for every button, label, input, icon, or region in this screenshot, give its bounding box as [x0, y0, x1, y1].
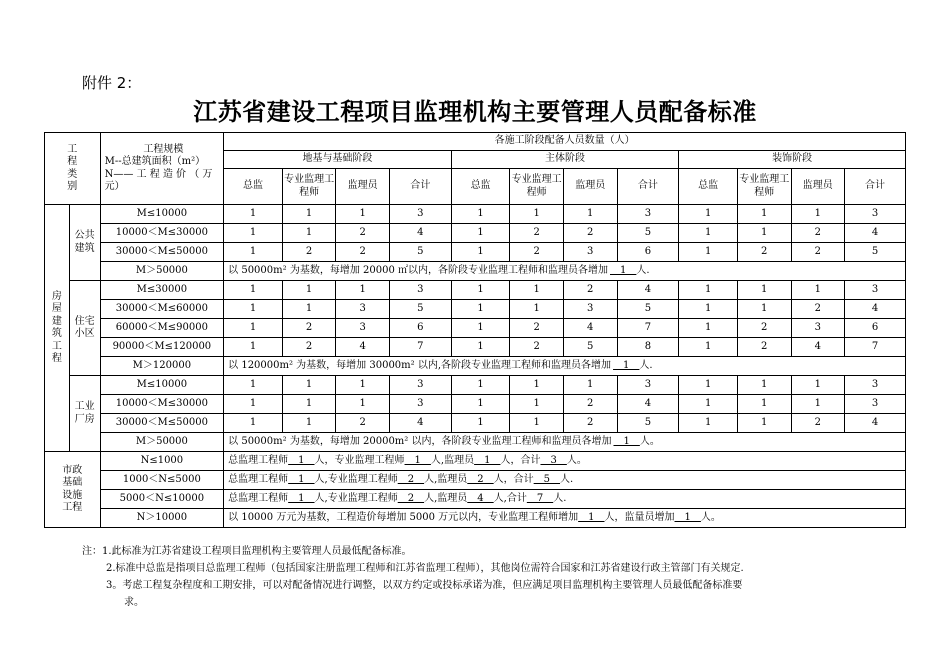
value-cell: 1 [737, 395, 791, 414]
rule-unit: 人。 [700, 511, 721, 523]
value-cell: 4 [617, 395, 679, 414]
role-header: 合计 [845, 169, 906, 205]
value-cell: 1 [336, 376, 390, 395]
vertical-char: 设施 [62, 489, 83, 501]
municipal-staffing [224, 452, 906, 471]
phase-header-decoration: 装饰阶段 [679, 151, 906, 169]
rule-text: 人，监量员增加 [604, 511, 675, 523]
role-header: 监理员 [791, 169, 845, 205]
value-cell: 3 [389, 376, 451, 395]
role-header: 总监 [224, 169, 283, 205]
table-row [45, 205, 906, 224]
value-cell: 1 [224, 243, 283, 262]
value-cell: 4 [389, 414, 451, 433]
section-name-line: 建筑 [74, 242, 95, 254]
staff-text: 人,监理员 [424, 473, 468, 485]
scale-cell: N＞10000 [100, 509, 224, 528]
value-cell: 2 [737, 319, 791, 338]
value-cell: 4 [845, 300, 906, 319]
role-header: 合计 [617, 169, 679, 205]
value-cell: 1 [336, 395, 390, 414]
value-cell: 1 [510, 376, 564, 395]
vertical-char: 房 [51, 290, 62, 302]
role-header: 监理员 [336, 169, 390, 205]
rule-increment: 1 [674, 511, 701, 523]
rule-unit: 人. [639, 359, 653, 371]
value-cell: 2 [282, 243, 336, 262]
staff-count: 1 [288, 492, 315, 504]
staffing-standard-table [44, 132, 906, 528]
municipal-staffing [224, 471, 906, 490]
scale-cell: 1000＜N≤5000 [100, 471, 224, 490]
value-cell: 3 [336, 319, 390, 338]
value-cell: 4 [617, 281, 679, 300]
value-cell: 1 [679, 224, 738, 243]
value-cell: 3 [617, 205, 679, 224]
value-cell: 3 [617, 376, 679, 395]
value-cell: 3 [845, 205, 906, 224]
value-cell: 7 [845, 338, 906, 357]
value-cell: 1 [282, 281, 336, 300]
table-row [45, 452, 906, 471]
category-header: 工 程 类 别 [45, 133, 101, 205]
value-cell: 1 [282, 376, 336, 395]
document-title: 江苏省建设工程项目监理机构主要管理人员配备标准 [193, 98, 757, 126]
role-header: 总监 [679, 169, 738, 205]
staff-count: 1 [288, 473, 315, 485]
value-cell: 4 [336, 338, 390, 357]
staff-text: 人,专业监理工程师 [314, 492, 398, 504]
value-cell: 5 [617, 300, 679, 319]
staff-text: 人，专业监理工程师 [314, 454, 405, 466]
staff-text: 人. [553, 492, 567, 504]
role-header: 总监 [451, 169, 510, 205]
value-cell: 1 [510, 414, 564, 433]
value-cell: 1 [510, 300, 564, 319]
staff-text: 人，合计 [500, 454, 541, 466]
value-cell: 3 [845, 376, 906, 395]
rule-text: 以 120000m² 为基数，每增加 30000m² 以内,各阶段专业监理工程师和监理员各增加 [228, 359, 612, 371]
staff-count: 5 [533, 473, 561, 485]
section-name [69, 376, 100, 452]
scale-cell: N≤1000 [100, 452, 224, 471]
value-cell: 5 [617, 224, 679, 243]
section-name [69, 205, 100, 281]
value-cell: 4 [845, 224, 906, 243]
staff-count-header: 各施工阶段配备人员数量（人） [224, 133, 906, 151]
value-cell: 1 [451, 414, 510, 433]
scale-cell: M≤30000 [100, 281, 224, 300]
value-cell: 1 [336, 281, 390, 300]
staff-count: 7 [526, 492, 554, 504]
value-cell: 1 [679, 243, 738, 262]
phase-header-foundation: 地基与基础阶段 [224, 151, 452, 169]
table-row [45, 224, 906, 243]
value-cell: 1 [737, 205, 791, 224]
value-cell: 3 [336, 300, 390, 319]
value-cell: 1 [451, 205, 510, 224]
value-cell: 1 [224, 414, 283, 433]
table-row-extra [45, 509, 906, 528]
staff-text: 总监理工程师 [228, 492, 289, 504]
value-cell: 2 [563, 414, 617, 433]
staff-text: 人,专业监理工程师 [314, 473, 398, 485]
vertical-char: 基础 [62, 477, 83, 488]
staff-text: 人。 [566, 454, 587, 466]
staff-text: 总监理工程师 [228, 473, 289, 485]
value-cell: 1 [563, 376, 617, 395]
value-cell: 2 [510, 319, 564, 338]
vertical-char: 程 [51, 353, 62, 364]
value-cell: 1 [510, 281, 564, 300]
table-row [45, 471, 906, 490]
table-row [45, 414, 906, 433]
increment-rule [224, 509, 906, 528]
section-name-line: 小区 [74, 328, 95, 339]
table-row-extra [45, 357, 906, 376]
value-cell: 2 [336, 243, 390, 262]
role-header: 专业监理工程师 [510, 169, 564, 205]
value-cell: 2 [563, 224, 617, 243]
value-cell: 1 [282, 205, 336, 224]
scale-cell: M≤10000 [100, 205, 224, 224]
section-name-line: 厂房 [74, 413, 95, 425]
value-cell: 2 [282, 319, 336, 338]
value-cell: 1 [282, 300, 336, 319]
value-cell: 2 [791, 414, 845, 433]
note-3-continued: 求。 [124, 597, 144, 608]
staff-count: 2 [467, 473, 494, 485]
scale-header: 工程规模 M--总建筑面积（m²） N—— 工 程 造 价 （ 万元） [100, 133, 224, 205]
rule-text: 以 10000 万元为基数，工程造价每增加 5000 万元以内，专业监理工程师增加 [228, 511, 579, 523]
value-cell: 5 [617, 414, 679, 433]
scale-cell: 30000＜M≤60000 [100, 300, 224, 319]
value-cell: 3 [389, 281, 451, 300]
value-cell: 3 [389, 395, 451, 414]
value-cell: 2 [510, 243, 564, 262]
increment-rule [224, 357, 906, 376]
scale-cell: 60000＜M≤90000 [100, 319, 224, 338]
staff-text: 人,监理员 [430, 454, 475, 466]
value-cell: 3 [389, 205, 451, 224]
section-name-line: 工业 [74, 401, 95, 412]
value-cell: 1 [679, 395, 738, 414]
staff-count: 2 [397, 492, 425, 504]
value-cell: 1 [510, 205, 564, 224]
scale-cell: 5000＜N≤10000 [100, 490, 224, 509]
scale-cell: M＞50000 [100, 262, 224, 281]
scale-cell: 30000＜M≤50000 [100, 414, 224, 433]
vertical-char: 屋 [51, 303, 62, 314]
municipal-staffing [224, 490, 906, 509]
value-cell: 5 [845, 243, 906, 262]
rule-increment: 1 [613, 359, 640, 371]
value-cell: 3 [845, 395, 906, 414]
value-cell: 1 [679, 414, 738, 433]
value-cell: 5 [389, 300, 451, 319]
value-cell: 2 [791, 243, 845, 262]
value-cell: 7 [617, 319, 679, 338]
scale-cell: 90000＜M≤120000 [100, 338, 224, 357]
value-cell: 1 [336, 205, 390, 224]
value-cell: 1 [737, 376, 791, 395]
value-cell: 1 [737, 281, 791, 300]
staff-text: 人，合计 [493, 473, 534, 485]
table-row [45, 376, 906, 395]
staff-count: 1 [474, 454, 501, 466]
value-cell: 1 [224, 281, 283, 300]
note-3: 3。考虑工程复杂程度和工期安排，可以对配备情况进行调整，以双方约定或投标承诺为准，但应满足项目监理机构主要管理人员最低配备标准要 [106, 580, 743, 591]
value-cell: 1 [224, 205, 283, 224]
value-cell: 1 [282, 395, 336, 414]
vertical-char: 工 [51, 340, 62, 352]
rule-increment: 1 [613, 435, 640, 447]
value-cell: 3 [563, 300, 617, 319]
value-cell: 2 [563, 281, 617, 300]
value-cell: 1 [679, 281, 738, 300]
staff-count: 1 [288, 454, 315, 466]
value-cell: 1 [510, 395, 564, 414]
value-cell: 2 [336, 414, 390, 433]
scale-cell: 10000＜M≤30000 [100, 224, 224, 243]
table-row [45, 300, 906, 319]
value-cell: 1 [451, 376, 510, 395]
role-header: 监理员 [563, 169, 617, 205]
value-cell: 2 [563, 395, 617, 414]
value-cell: 4 [389, 224, 451, 243]
table-row [45, 490, 906, 509]
role-header: 专业监理工程师 [282, 169, 336, 205]
value-cell: 1 [224, 300, 283, 319]
value-cell: 6 [617, 243, 679, 262]
value-cell: 1 [791, 376, 845, 395]
rule-increment: 1 [578, 511, 605, 523]
group-house-building [45, 205, 70, 452]
value-cell: 1 [737, 224, 791, 243]
value-cell: 1 [451, 300, 510, 319]
value-cell: 1 [224, 376, 283, 395]
notes [82, 543, 912, 611]
section-name-line: 住宅 [74, 315, 95, 327]
value-cell: 2 [737, 243, 791, 262]
value-cell: 6 [845, 319, 906, 338]
value-cell: 1 [451, 319, 510, 338]
scale-cell: M＞120000 [100, 357, 224, 376]
value-cell: 1 [679, 205, 738, 224]
value-cell: 2 [737, 338, 791, 357]
note-1: 注：1.此标准为江苏省建设工程项目监理机构主要管理人员最低配备标准。 [82, 546, 412, 557]
rule-increment: 1 [610, 264, 637, 276]
table-row [45, 243, 906, 262]
staff-count: 3 [540, 454, 567, 466]
value-cell: 1 [679, 376, 738, 395]
value-cell: 4 [791, 338, 845, 357]
staff-text: 人,合计 [493, 492, 527, 504]
value-cell: 4 [563, 319, 617, 338]
rule-unit: 人。 [639, 435, 660, 447]
staff-text: 人,监理员 [424, 492, 468, 504]
staff-count: 4 [467, 492, 494, 504]
value-cell: 3 [563, 243, 617, 262]
value-cell: 1 [679, 319, 738, 338]
value-cell: 5 [563, 338, 617, 357]
value-cell: 2 [510, 338, 564, 357]
value-cell: 1 [679, 338, 738, 357]
table-row-extra [45, 433, 906, 452]
rule-text: 以 50000m² 为基数，每增加 20000m² 以内，各阶段专业监理工程师和监理员各增加 [228, 435, 612, 447]
value-cell: 6 [389, 319, 451, 338]
value-cell: 7 [389, 338, 451, 357]
rule-text: 以 50000m² 为基数，每增加 20000 ㎡以内，各阶段专业监理工程师和监理员各增加 [228, 264, 608, 276]
table-body [45, 133, 906, 528]
value-cell: 1 [791, 281, 845, 300]
vertical-char: 市政 [62, 464, 83, 476]
scale-cell: 10000＜M≤30000 [100, 395, 224, 414]
role-header: 合计 [389, 169, 451, 205]
scale-cell: M≤10000 [100, 376, 224, 395]
attachment-label: 附件 2： [82, 74, 142, 92]
value-cell: 1 [282, 224, 336, 243]
vertical-char: 筑 [51, 328, 62, 339]
value-cell: 4 [845, 414, 906, 433]
table-row [45, 281, 906, 300]
value-cell: 8 [617, 338, 679, 357]
value-cell: 3 [791, 319, 845, 338]
table-row [45, 319, 906, 338]
value-cell: 2 [791, 300, 845, 319]
staff-text: 总监理工程师 [228, 454, 289, 466]
table-row [45, 338, 906, 357]
value-cell: 1 [737, 414, 791, 433]
value-cell: 2 [336, 224, 390, 243]
scale-cell: M＞50000 [100, 433, 224, 452]
scale-cell: 30000＜M≤50000 [100, 243, 224, 262]
value-cell: 1 [451, 224, 510, 243]
section-name [69, 281, 100, 376]
phase-header-structure: 主体阶段 [451, 151, 679, 169]
value-cell: 1 [791, 395, 845, 414]
note-2: 2.标准中总监是指项目总监理工程师（包括国家注册监理工程师和江苏省监理工程师），其他岗位需符合国家和江苏省建设行政主管部门有关规定. [106, 563, 744, 574]
value-cell: 2 [791, 224, 845, 243]
value-cell: 1 [451, 281, 510, 300]
table-row [45, 395, 906, 414]
section-name-line: 公共 [74, 230, 95, 241]
value-cell: 5 [389, 243, 451, 262]
value-cell: 1 [282, 414, 336, 433]
role-header: 专业监理工程师 [737, 169, 791, 205]
value-cell: 1 [451, 395, 510, 414]
value-cell: 1 [224, 338, 283, 357]
value-cell: 3 [845, 281, 906, 300]
staff-count: 1 [404, 454, 431, 466]
value-cell: 1 [224, 395, 283, 414]
value-cell: 1 [791, 205, 845, 224]
increment-rule [224, 433, 906, 452]
vertical-char: 工程 [62, 502, 83, 513]
table-row-extra [45, 262, 906, 281]
staff-count: 2 [397, 473, 425, 485]
value-cell: 1 [451, 243, 510, 262]
value-cell: 1 [451, 338, 510, 357]
value-cell: 1 [224, 319, 283, 338]
value-cell: 1 [563, 205, 617, 224]
vertical-char: 建 [51, 315, 62, 327]
value-cell: 1 [224, 224, 283, 243]
value-cell: 2 [282, 338, 336, 357]
rule-unit: 人. [636, 264, 650, 276]
value-cell: 1 [679, 300, 738, 319]
staff-text: 人. [560, 473, 574, 485]
increment-rule [224, 262, 906, 281]
value-cell: 1 [737, 300, 791, 319]
group-municipal [45, 452, 101, 528]
value-cell: 2 [510, 224, 564, 243]
